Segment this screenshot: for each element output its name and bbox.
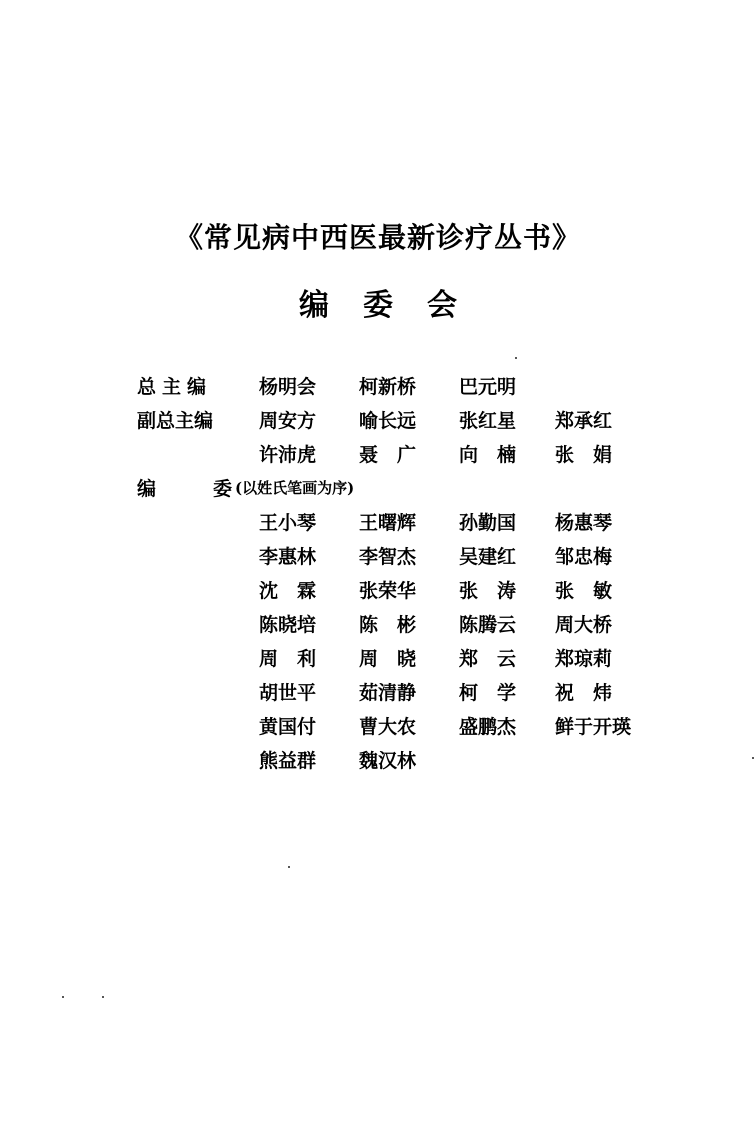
editor-name: 熊益群 xyxy=(259,750,317,772)
editor-name: 吴建红 xyxy=(459,546,517,568)
scan-speck xyxy=(102,996,104,998)
editor-name: 郑琼莉 xyxy=(555,648,613,670)
editor-row xyxy=(137,506,737,540)
scan-speck xyxy=(288,866,290,868)
editor-name: 魏汉林 xyxy=(359,750,417,772)
chief-editor-label: 总主编 xyxy=(137,376,213,398)
deputy-chief-editor-name: 周安方 xyxy=(259,410,317,432)
scan-speck xyxy=(752,757,754,759)
chief-editor-name: 柯新桥 xyxy=(359,376,417,398)
editor-row xyxy=(137,608,737,642)
editor-name: 柯 学 xyxy=(459,682,517,704)
deputy-chief-editor-name: 郑承红 xyxy=(555,410,613,432)
scan-speck xyxy=(515,357,517,359)
editor-name: 盛鹏杰 xyxy=(459,716,517,738)
chief-editor-name: 杨明会 xyxy=(259,376,317,398)
deputy-chief-editor-name: 许沛虎 xyxy=(259,444,317,466)
editor-label xyxy=(137,474,232,501)
deputy-chief-editor-name: 张红星 xyxy=(459,410,517,432)
editor-name: 陈 彬 xyxy=(359,614,417,636)
deputy-chief-editor-name: 向 楠 xyxy=(459,444,517,466)
editor-name: 邹忠梅 xyxy=(555,546,613,568)
editor-name: 陈腾云 xyxy=(459,614,517,636)
series-title: 《常见病中西医最新诊疗丛书》 xyxy=(174,221,581,254)
editor-name: 祝 炜 xyxy=(555,682,613,704)
editor-name: 沈 霖 xyxy=(259,580,317,602)
editor-label-left: 编 xyxy=(137,478,157,500)
editor-row xyxy=(137,744,737,778)
editor-name: 李惠林 xyxy=(259,546,317,568)
deputy-chief-editor-row xyxy=(137,438,737,472)
editor-name: 周大桥 xyxy=(555,614,613,636)
editor-name: 郑 云 xyxy=(459,648,517,670)
editor-name: 曹大农 xyxy=(359,716,417,738)
editor-name: 鲜于开瑛 xyxy=(555,716,632,738)
editor-name: 王曙辉 xyxy=(359,512,417,534)
editor-name: 张荣华 xyxy=(359,580,417,602)
editor-name: 王小琴 xyxy=(259,512,317,534)
deputy-chief-editor-name: 喻长远 xyxy=(359,410,417,432)
chief-editor-row xyxy=(137,370,737,404)
editor-name: 周 利 xyxy=(259,648,317,670)
editor-name: 张 涛 xyxy=(459,580,517,602)
scan-speck xyxy=(62,996,64,998)
editor-order-note: (以姓氏笔画为序) xyxy=(235,479,355,497)
editor-name: 茹清静 xyxy=(359,682,417,704)
editor-name: 周 晓 xyxy=(359,648,417,670)
deputy-chief-editor-name: 张 娟 xyxy=(555,444,613,466)
committee-title: 编委会 xyxy=(299,288,491,323)
deputy-chief-editor-label: 副总主编 xyxy=(137,410,214,432)
editor-header-row xyxy=(137,472,737,506)
chief-editor-name: 巴元明 xyxy=(459,376,517,398)
deputy-chief-editor-row xyxy=(137,404,737,438)
editor-name: 李智杰 xyxy=(359,546,417,568)
editor-name: 杨惠琴 xyxy=(555,512,613,534)
editor-row xyxy=(137,540,737,574)
editor-name: 胡世平 xyxy=(259,682,317,704)
editor-row xyxy=(137,642,737,676)
editor-row xyxy=(137,710,737,744)
editor-name: 张 敏 xyxy=(555,580,613,602)
editor-name: 黄国付 xyxy=(259,716,317,738)
editor-name: 陈晓培 xyxy=(259,614,317,636)
committee-roster xyxy=(137,370,737,778)
editor-row xyxy=(137,676,737,710)
editor-row xyxy=(137,574,737,608)
editor-name: 孙勤国 xyxy=(459,512,517,534)
editor-label-right: 委 xyxy=(212,478,232,500)
deputy-chief-editor-name: 聂 广 xyxy=(359,444,417,466)
